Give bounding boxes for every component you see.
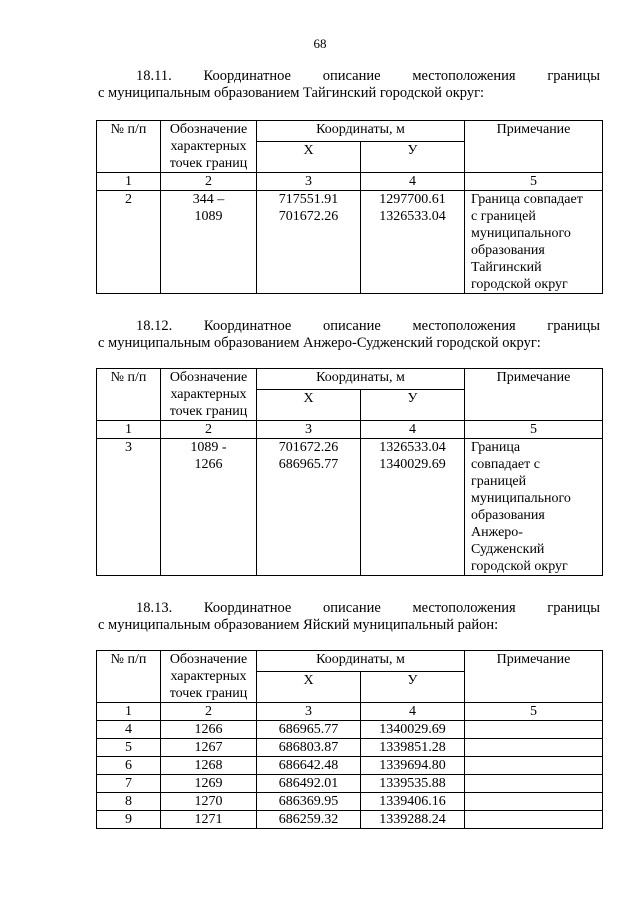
heading-line-2: с муниципальным образованием Яйский муниципальный район: xyxy=(98,617,499,633)
section-heading xyxy=(98,600,600,634)
section-heading xyxy=(98,68,600,102)
header-note: Примечание xyxy=(465,121,603,173)
table-row: 5 1267 686803.87 1339851.28 xyxy=(97,739,603,757)
header-x: X xyxy=(257,389,361,420)
header-coords: Координаты, м xyxy=(257,121,465,142)
heading-word: Координатное xyxy=(203,68,291,84)
heading-line-2: с муниципальным образованием Анжеро-Судженский городской округ: xyxy=(98,335,541,351)
coordinates-table xyxy=(96,650,603,829)
heading-word: Координатное xyxy=(203,600,292,616)
page-number: 68 xyxy=(313,36,327,51)
header-note: Примечание xyxy=(465,369,603,421)
heading-word: границы xyxy=(547,318,600,334)
heading-word: описание xyxy=(323,318,381,334)
header-x: X xyxy=(257,141,361,172)
section-number: 18.11. xyxy=(136,68,172,84)
section-number: 18.13. xyxy=(136,600,173,616)
column-index-row: 1 2 3 4 5 xyxy=(97,421,603,439)
header-points: Обозначение характерных точек границ xyxy=(161,369,257,421)
header-num: № п/п xyxy=(97,121,161,173)
heading-word: границы xyxy=(547,68,600,84)
header-y: У xyxy=(361,141,465,172)
header-num: № п/п xyxy=(97,369,161,421)
heading-word: границы xyxy=(547,600,600,616)
table-row: 8 1270 686369.95 1339406.16 xyxy=(97,793,603,811)
header-points: Обозначение характерных точек границ xyxy=(161,651,257,703)
table-row: 9 1271 686259.32 1339288.24 xyxy=(97,811,603,829)
column-index-row: 1 2 3 4 5 xyxy=(97,173,603,191)
section-heading xyxy=(98,318,600,352)
header-note: Примечание xyxy=(465,651,603,703)
table-row: 4 1266 686965.77 1340029.69 xyxy=(97,721,603,739)
heading-word: Координатное xyxy=(203,318,292,334)
header-num: № п/п xyxy=(97,651,161,703)
table-row: 3 1089 - 1266 701672.26 686965.77 1326533.04 1340029.69 Граница совпадает с границей муниципального образования Анжеро- Судженский городской округ xyxy=(97,439,603,576)
table-row: 7 1269 686492.01 1339535.88 xyxy=(97,775,603,793)
heading-word: описание xyxy=(322,68,381,84)
coordinates-table xyxy=(96,120,603,294)
header-y: У xyxy=(361,671,465,702)
header-coords: Координаты, м xyxy=(257,651,465,672)
header-coords: Координаты, м xyxy=(257,369,465,390)
table-row: 6 1268 686642.48 1339694.80 xyxy=(97,757,603,775)
heading-word: местоположения xyxy=(412,68,516,84)
section-number: 18.12. xyxy=(136,318,173,334)
header-x: X xyxy=(257,671,361,702)
column-index-row: 1 2 3 4 5 xyxy=(97,703,603,721)
heading-word: описание xyxy=(323,600,381,616)
header-y: У xyxy=(361,389,465,420)
table-row: 2 344 – 1089 717551.91 701672.26 1297700.61 1326533.04 Граница совпадает с границей муниципального образования Тайгинский городской округ xyxy=(97,191,603,294)
heading-word: местоположения xyxy=(412,318,516,334)
header-points: Обозначение характерных точек границ xyxy=(161,121,257,173)
coordinates-table xyxy=(96,368,603,576)
heading-line-2: с муниципальным образованием Тайгинский городской округ: xyxy=(98,85,485,101)
heading-word: местоположения xyxy=(412,600,516,616)
